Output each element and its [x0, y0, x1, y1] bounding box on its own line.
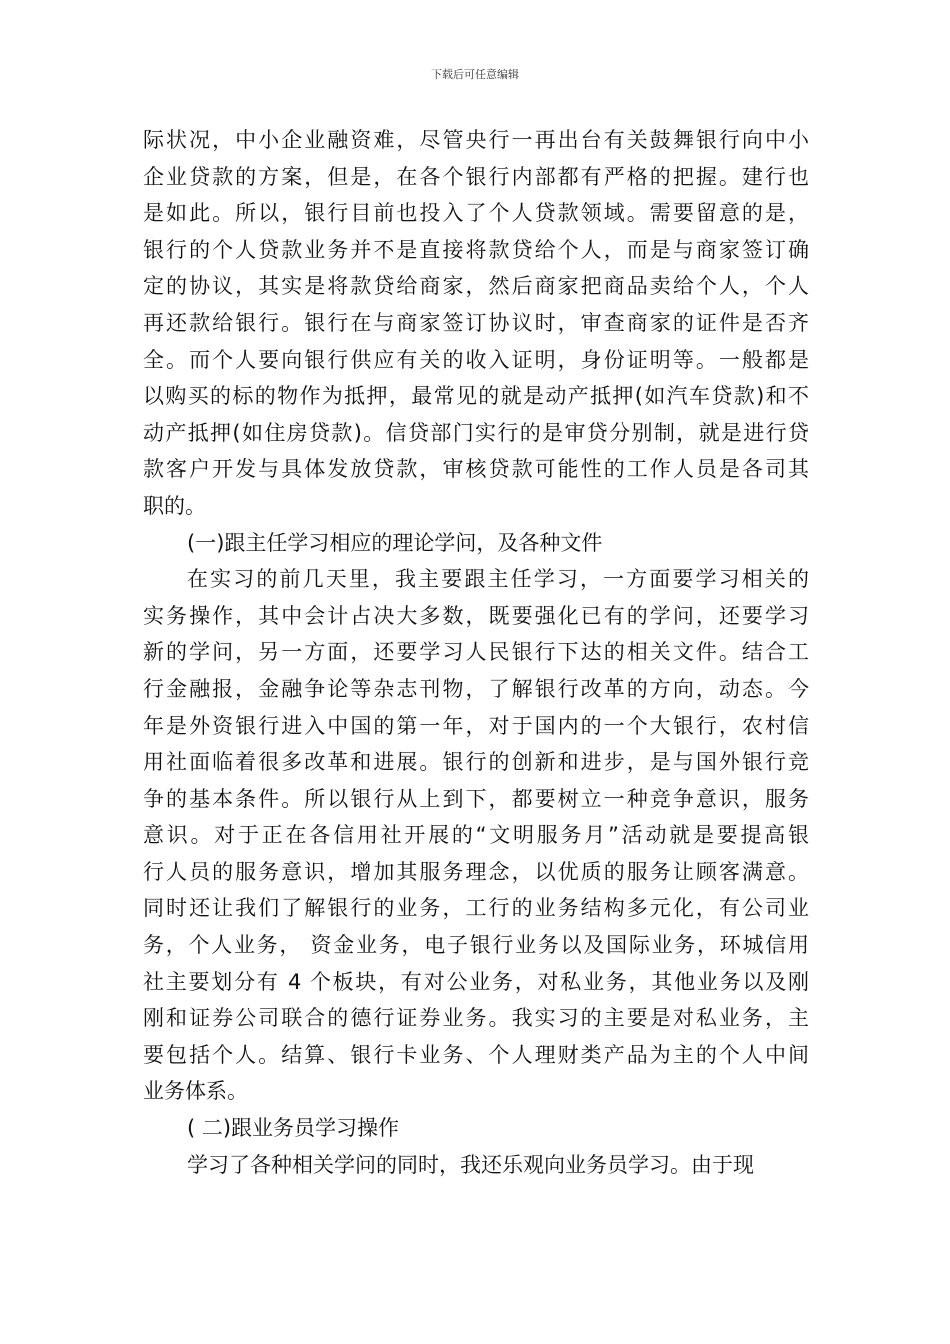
text-line: 行金融报，金融争论等杂志刊物，了解银行改革的方向，动态。今	[143, 676, 809, 701]
paragraph	[143, 1110, 809, 1147]
text-line: 同时还让我们了解银行的业务，工行的业务结构多元化，有公司业	[143, 896, 809, 921]
text-line: 业务体系。	[143, 1079, 248, 1104]
text-line: 职的。	[143, 493, 206, 518]
paragraphs	[143, 122, 809, 1183]
text-line: 意识。对于正在各信用社开展的“文明服务月”活动就是要提高银	[143, 823, 809, 848]
paragraph	[143, 1147, 809, 1184]
text-line: 是如此。所以，银行目前也投入了个人贷款领域。需要留意的是，	[143, 201, 809, 226]
paragraph	[143, 525, 809, 562]
text-line: 新的学问，另一方面，还要学习人民银行下达的相关文件。结合工	[143, 640, 809, 665]
text-line: 际状况，中小企业融资难，尽管央行一再出台有关鼓舞银行向中小	[143, 128, 809, 152]
paragraph	[143, 122, 809, 525]
text-line: 款客户开发与具体发放贷款，审核贷款可能性的工作人员是各司其	[143, 457, 809, 482]
paragraph	[143, 561, 809, 1110]
text-line: 社主要划分有 4 个板块，有对公业务，对私业务，其他业务以及刚	[143, 969, 809, 994]
text-line: 务，个人业务， 资金业务，电子银行业务以及国际业务，环城信用	[143, 933, 809, 958]
text-line: 要包括个人。结算、银行卡业务、个人理财类产品为主的个人中间	[143, 1042, 809, 1067]
text-line: 年是外资银行进入中国的第一年，对于国内的一个大银行，农村信	[143, 713, 809, 738]
text-line: 行人员的服务意识，增加其服务理念，以优质的服务让顾客满意。	[143, 859, 809, 884]
text-line: 争的基本条件。所以银行从上到下，都要树立一种竞争意识，服务	[143, 786, 809, 811]
text-line: 银行的个人贷款业务并不是直接将款贷给个人，而是与商家签订确	[143, 237, 809, 262]
text-line: ( 二)跟业务员学习操作	[187, 1116, 400, 1141]
page-header: 下载后可任意编辑	[431, 68, 519, 81]
text-line: 用社面临着很多改革和进展。银行的创新和进步，是与国外银行竞	[143, 750, 809, 775]
text-line: 企业贷款的方案，但是，在各个银行内部都有严格的把握。建行也	[143, 164, 809, 189]
text-line: 刚和证券公司联合的德行证券业务。我实习的主要是对私业务，主	[143, 1006, 809, 1031]
text-line: 动产抵押(如住房贷款)。信贷部门实行的是审贷分别制，就是进行贷	[143, 420, 809, 445]
text-line: 以购买的标的物作为抵押，最常见的就是动产抵押(如汽车贷款)和不	[143, 384, 809, 409]
text-line: (一)跟主任学习相应的理论学问，及各种文件	[187, 530, 603, 555]
text-line: 定的协议，其实是将款贷给商家，然后商家把商品卖给个人，个人	[143, 274, 809, 299]
text-line: 再还款给银行。银行在与商家签订协议时，审查商家的证件是否齐	[143, 310, 809, 335]
text-line: 学习了各种相关学问的同时，我还乐观向业务员学习。由于现	[187, 1152, 754, 1177]
text-line: 在实习的前几天里，我主要跟主任学习，一方面要学习相关的	[187, 567, 809, 592]
document-body	[143, 122, 809, 1183]
text-line: 全。而个人要向银行供应有关的收入证明，身份证明等。一般都是	[143, 347, 809, 372]
text-line: 实务操作，其中会计占决大多数，既要强化已有的学问，还要学习	[143, 603, 809, 628]
